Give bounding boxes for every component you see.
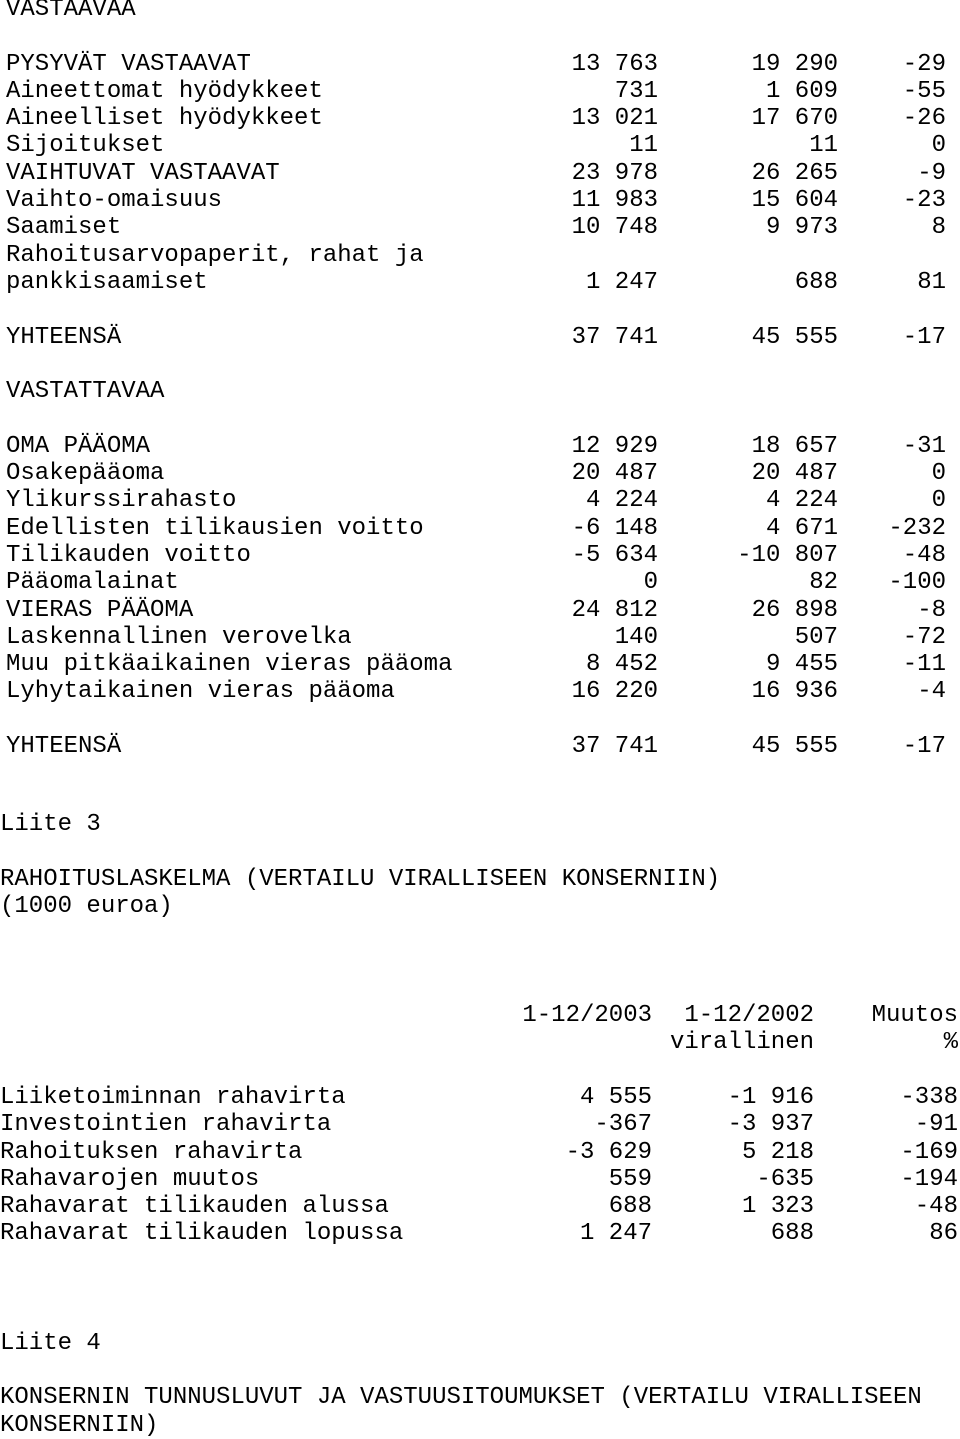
assets-total-row [6,324,948,351]
table-row [6,678,948,705]
value-col-2: -1 916 [727,1083,814,1111]
table-row [6,269,948,296]
table-row [0,1084,958,1111]
value-col-2: 15 604 [751,187,838,215]
table-row [6,651,948,678]
value-col-1: 20 487 [571,460,658,488]
row-label: Rahavarat tilikauden alussa [0,1193,389,1221]
table-row [0,1166,958,1193]
value-col-2: 20 487 [751,460,838,488]
change-percent: -17 [902,323,946,351]
row-label: Aineelliset hyödykkeet [6,105,323,133]
value-col-2: 82 [809,569,838,597]
table-row [6,597,948,624]
value-col-1: 11 983 [571,187,658,215]
change-percent: -55 [902,77,946,105]
liabilities-table [6,433,948,706]
value-col-2: 1 609 [765,77,838,105]
row-label: YHTEENSÄ [6,733,122,761]
value-col-1: 12 929 [571,432,658,460]
row-label: pankkisaamiset [6,268,208,296]
row-label: Vaihto-omaisuus [6,187,223,215]
change-percent: -338 [900,1083,958,1111]
value-col-2: 11 [809,132,838,160]
table-row [6,433,948,460]
value-col-2: 9 455 [765,651,838,679]
table-row [6,187,948,214]
value-col-2: -10 807 [737,541,838,569]
row-label: Rahoituksen rahavirta [0,1138,303,1166]
change-percent: -31 [902,432,946,460]
row-label: OMA PÄÄOMA [6,432,151,460]
change-percent: 0 [931,460,946,488]
table-row [6,515,948,542]
value-col-2: 688 [770,1220,814,1248]
row-label: Muu pitkäaikainen vieras pääoma [6,651,453,679]
row-label: Edellisten tilikausien voitto [6,514,424,542]
column-header-change: Muutos [871,1002,958,1030]
value-col-1: 37 741 [571,323,658,351]
row-label: PYSYVÄT VASTAAVAT [6,50,251,78]
row-label: Sijoitukset [6,132,165,160]
value-col-2: 507 [794,623,838,651]
value-col-2: 45 555 [751,323,838,351]
row-label: YHTEENSÄ [6,323,122,351]
change-percent: -26 [902,105,946,133]
value-col-1: 13 763 [571,50,658,78]
assets-table [6,51,948,297]
row-label: Tilikauden voitto [6,541,251,569]
table-row [6,51,948,78]
cash-flow-heading: RAHOITUSLASKELMA (VERTAILU VIRALLISEEN KONSERNIIN) [0,865,721,893]
liite4-title: Liite 4 [0,1329,101,1357]
value-col-2: 4 671 [765,514,838,542]
table-row [6,624,948,651]
value-col-2: 5 218 [741,1138,814,1166]
table-row [0,1193,958,1220]
value-col-1: 11 [629,132,658,160]
value-col-2: 19 290 [751,50,838,78]
value-col-1: 10 748 [571,214,658,242]
row-label: Osakepääoma [6,460,165,488]
row-label: Aineettomat hyödykkeet [6,77,323,105]
table-row [0,1220,958,1247]
value-col-1: 23 978 [571,159,658,187]
column-subheader-2002: virallinen [669,1029,814,1057]
table-row [6,214,948,241]
cash-flow-unit: (1000 euroa) [0,892,173,920]
total-row [6,733,948,760]
assets-heading: VASTAAVAA [6,0,136,23]
change-percent: -100 [888,569,946,597]
table-row [6,78,948,105]
row-label: Laskennallinen verovelka [6,623,352,651]
change-percent: -9 [917,159,946,187]
value-col-1: -5 634 [571,541,658,569]
column-header-2002: 1-12/2002 [684,1002,814,1030]
change-percent: -169 [900,1138,958,1166]
value-col-2: 17 670 [751,105,838,133]
change-percent: 8 [931,214,946,242]
liite4-heading-continued: KONSERNIIN) [0,1411,159,1439]
value-col-1: 1 247 [579,1220,652,1248]
value-col-1: 4 555 [579,1083,652,1111]
cash-flow-table [0,1084,958,1248]
change-percent: -23 [902,187,946,215]
change-percent: -17 [902,733,946,761]
change-percent: -48 [902,541,946,569]
value-col-1: 688 [608,1193,652,1221]
value-col-1: 559 [608,1165,652,1193]
value-col-1: 731 [614,77,658,105]
row-label: Ylikurssirahasto [6,487,237,515]
row-label: VIERAS PÄÄOMA [6,596,194,624]
row-label: Rahavarojen muutos [0,1165,260,1193]
cash-flow-column-subheaders [0,1029,958,1056]
table-row [6,487,948,514]
value-col-2: 9 973 [765,214,838,242]
change-percent: -72 [902,623,946,651]
value-col-1: 140 [614,623,658,651]
value-col-2: 688 [794,268,838,296]
balance-sheet-section [6,0,948,760]
change-percent: -48 [914,1193,958,1221]
change-percent: -232 [888,514,946,542]
total-row [6,324,948,351]
table-row [0,1111,958,1138]
row-label: Saamiset [6,214,122,242]
row-label: Rahoitusarvopaperit, rahat ja [6,241,424,269]
change-percent: -8 [917,596,946,624]
value-col-2: 26 898 [751,596,838,624]
table-row [0,1139,958,1166]
change-percent: -91 [914,1111,958,1139]
row-label: Pääomalainat [6,569,179,597]
table-row [6,160,948,187]
value-col-1: 1 247 [585,268,658,296]
value-col-2: 1 323 [741,1193,814,1221]
value-col-1: 37 741 [571,733,658,761]
value-col-1: -6 148 [571,514,658,542]
table-row [6,242,948,269]
row-label: Rahavarat tilikauden lopussa [0,1220,404,1248]
value-col-2: 4 224 [765,487,838,515]
row-label: Lyhytaikainen vieras pääoma [6,678,395,706]
change-percent: 86 [929,1220,958,1248]
liabilities-total-row [6,733,948,760]
row-label: VAIHTUVAT VASTAAVAT [6,159,280,187]
change-percent: -4 [917,678,946,706]
change-percent: 0 [931,132,946,160]
cash-flow-column-headers [0,1002,958,1029]
column-subheader-change: % [943,1029,958,1057]
table-row [6,460,948,487]
change-percent: -11 [902,651,946,679]
value-col-2: 45 555 [751,733,838,761]
value-col-1: 16 220 [571,678,658,706]
table-row [6,132,948,159]
liite4-heading: KONSERNIN TUNNUSLUVUT JA VASTUUSITOUMUKSET (VERTAILU VIRALLISEEN [0,1384,922,1412]
value-col-2: 26 265 [751,159,838,187]
column-header-2003: 1-12/2003 [522,1002,652,1030]
value-col-1: -367 [594,1111,652,1139]
value-col-1: 8 452 [585,651,658,679]
value-col-1: 0 [643,569,658,597]
value-col-1: 13 021 [571,105,658,133]
change-percent: -194 [900,1165,958,1193]
value-col-1: -3 629 [565,1138,652,1166]
row-label: Liiketoiminnan rahavirta [0,1083,346,1111]
change-percent: 81 [917,268,946,296]
value-col-2: -3 937 [727,1111,814,1139]
row-label: Investointien rahavirta [0,1111,332,1139]
value-col-1: 4 224 [585,487,658,515]
liite3-title: Liite 3 [0,811,101,838]
table-row [6,569,948,596]
table-row [6,105,948,132]
liabilities-heading: VASTATTAVAA [6,378,165,406]
value-col-2: 18 657 [751,432,838,460]
change-percent: -29 [902,50,946,78]
liite3-section [0,811,958,1439]
value-col-1: 24 812 [571,596,658,624]
change-percent: 0 [931,487,946,515]
value-col-2: -635 [756,1165,814,1193]
table-row [6,542,948,569]
value-col-2: 16 936 [751,678,838,706]
